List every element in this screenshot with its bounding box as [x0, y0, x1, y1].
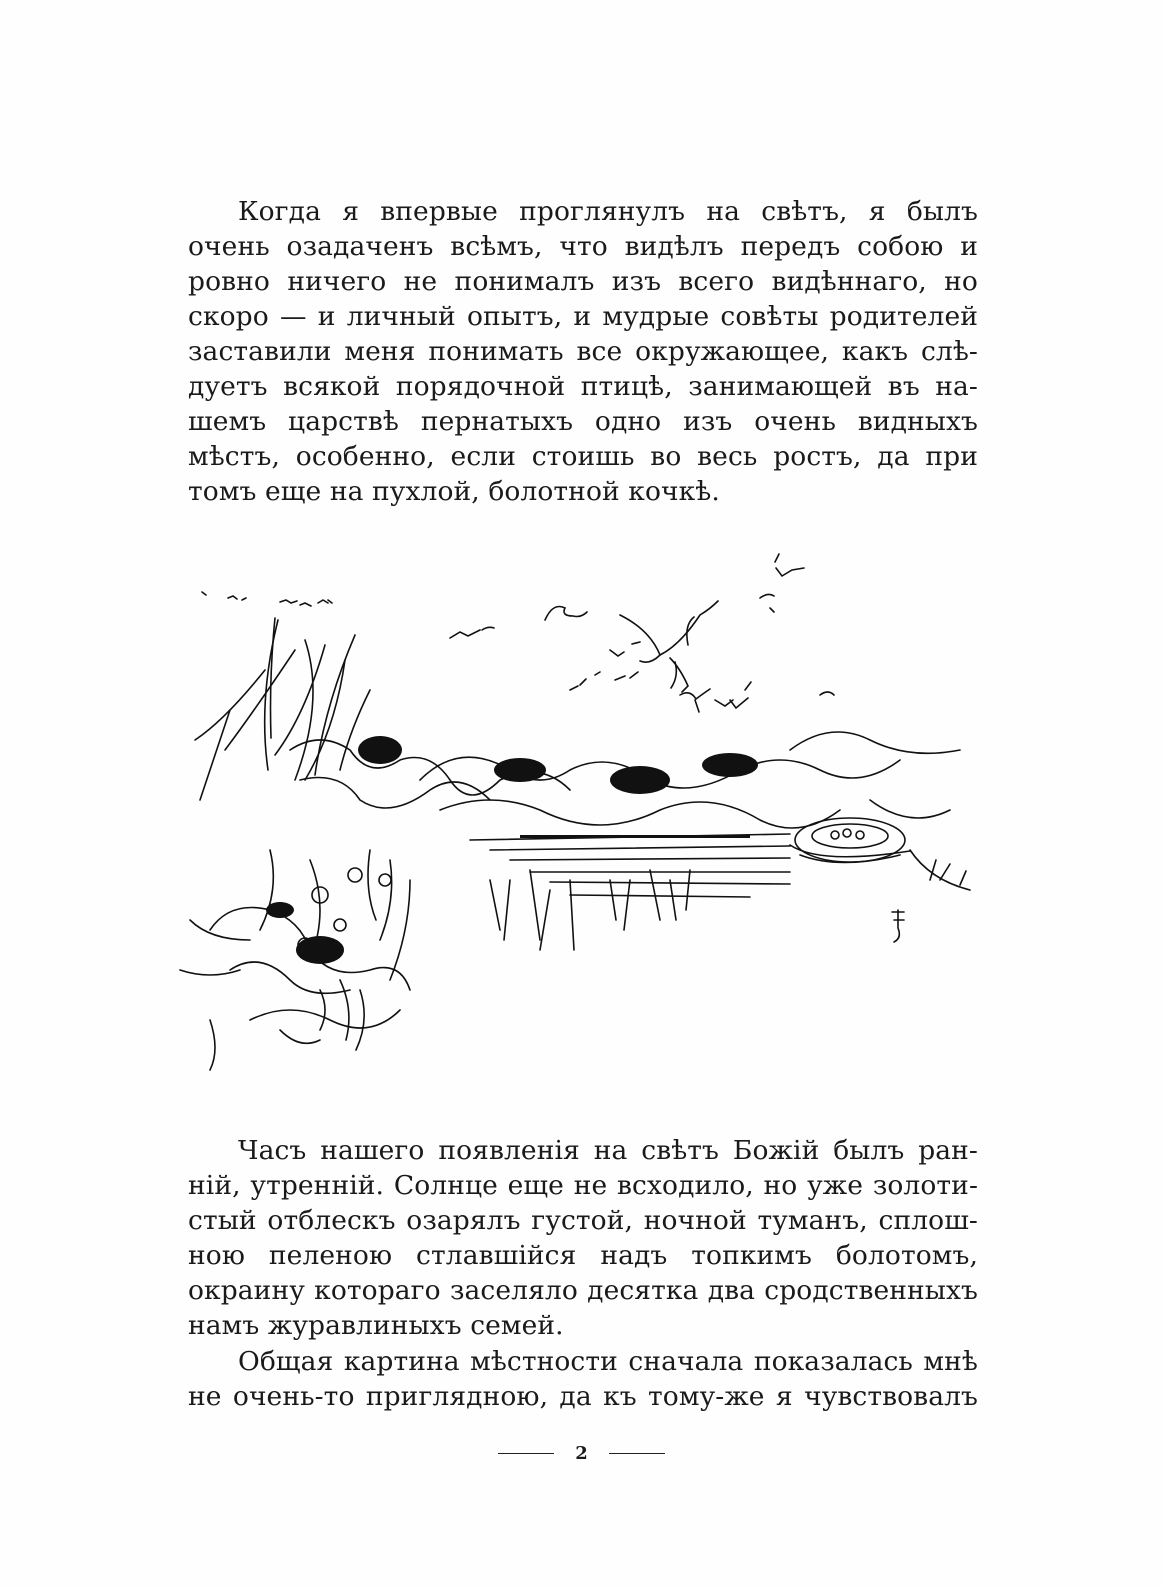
paragraph-3: [188, 1344, 978, 1414]
text-line: ною пеленою стлавшійся надъ топкимъ болотомъ,: [188, 1240, 978, 1271]
marsh-cranes-illustration: [170, 550, 985, 1095]
text-line: Когда я впервые проглянулъ на свѣтъ, я былъ: [238, 196, 978, 227]
text-line: не очень-то приглядною, да къ тому-же я чувствовалъ: [188, 1381, 978, 1412]
text-line: ній, утренній. Солнце еще не всходило, но уже золоти-: [188, 1170, 978, 1201]
page-footer: [0, 1443, 1163, 1464]
paragraph-2: [188, 1133, 978, 1343]
text-line: намъ журавлиныхъ семей.: [188, 1310, 564, 1341]
text-line: окраину котораго заселяло десятка два сродственныхъ: [188, 1275, 978, 1306]
footer-rule-right: [609, 1453, 665, 1455]
text-line: стый отблескъ озарялъ густой, ночной туманъ, сплош-: [188, 1205, 978, 1236]
text-line: Часъ нашего появленія на свѣтъ Божій былъ ран-: [238, 1135, 978, 1166]
text-line: шемъ царствѣ пернатыхъ одно изъ очень видныхъ: [188, 406, 978, 437]
text-line: заставили меня понимать все окружающее, какъ слѣ-: [188, 336, 978, 367]
text-line: скоро — и личный опытъ, и мудрые совѣты родителей: [188, 301, 978, 332]
text-line: мѣстъ, особенно, если стоишь во весь ростъ, да при: [188, 441, 978, 472]
text-line: Общая картина мѣстности сначала показалась мнѣ: [238, 1346, 978, 1377]
page-number: 2: [575, 1443, 588, 1464]
text-line: дуетъ всякой порядочной птицѣ, занимающей въ на-: [188, 371, 978, 402]
text-line: ровно ничего не понималъ изъ всего видѣннаго, но: [188, 266, 978, 297]
text-line: очень озадаченъ всѣмъ, что видѣлъ передъ собою и: [188, 231, 978, 262]
footer-rule-left: [498, 1453, 554, 1455]
paragraph-1: [188, 194, 978, 509]
text-line: томъ еще на пухлой, болотной кочкѣ.: [188, 476, 720, 507]
